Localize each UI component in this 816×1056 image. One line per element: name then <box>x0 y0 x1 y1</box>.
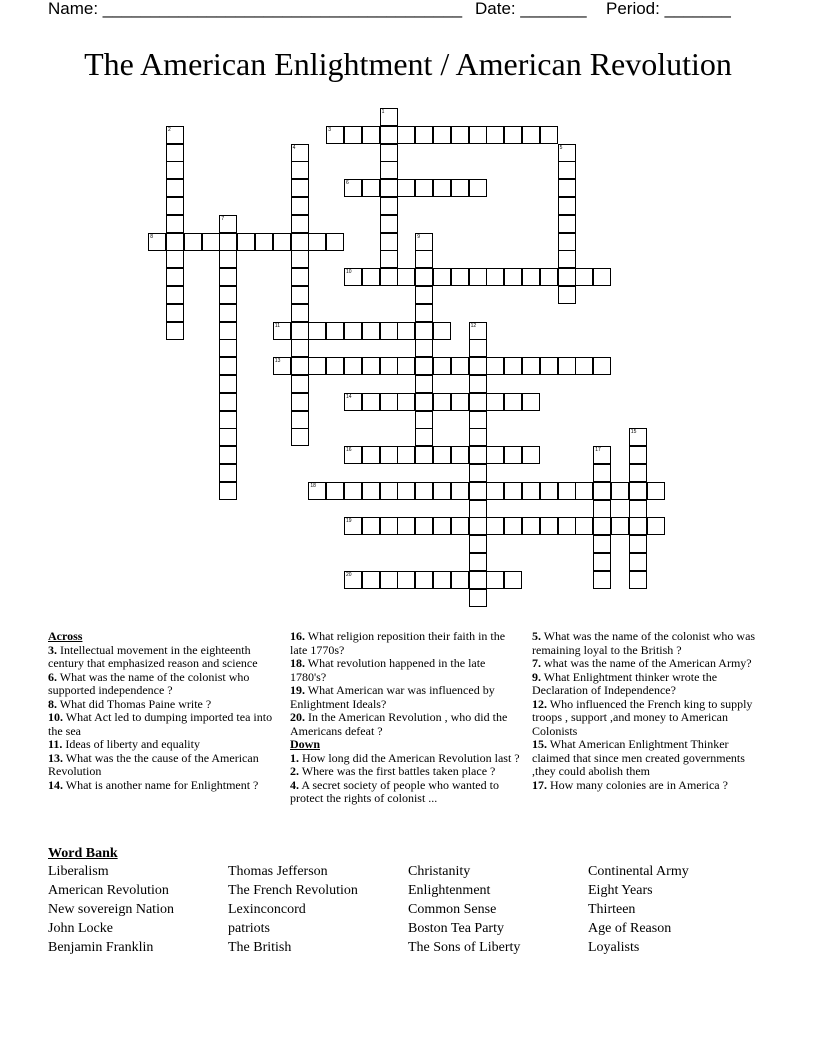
crossword-cell[interactable] <box>558 161 576 179</box>
crossword-cell[interactable] <box>433 357 451 375</box>
crossword-cell[interactable] <box>629 535 647 553</box>
crossword-cell[interactable] <box>415 268 433 286</box>
crossword-cell[interactable] <box>397 268 415 286</box>
across-clue: 3. Intellectual movement in the eighteenth century that emphasized reason and science <box>48 642 258 670</box>
crossword-cell[interactable] <box>291 322 309 340</box>
crossword-cell[interactable] <box>504 517 522 535</box>
crossword-cell[interactable] <box>291 357 309 375</box>
crossword-cell[interactable] <box>219 428 237 446</box>
crossword-cell[interactable] <box>540 517 558 535</box>
cell-number: 6 <box>346 180 349 187</box>
crossword-cell[interactable] <box>558 197 576 215</box>
crossword-cell[interactable] <box>451 446 469 464</box>
crossword-cell[interactable] <box>558 215 576 233</box>
crossword-cell[interactable] <box>415 286 433 304</box>
crossword-cell[interactable] <box>380 322 398 340</box>
crossword-cell[interactable] <box>362 571 380 589</box>
crossword-cell[interactable] <box>380 446 398 464</box>
crossword-cell[interactable] <box>647 482 665 500</box>
crossword-cell[interactable] <box>433 446 451 464</box>
crossword-cell[interactable] <box>486 393 504 411</box>
crossword-cell[interactable] <box>469 339 487 357</box>
crossword-cell[interactable] <box>469 535 487 553</box>
crossword-cell[interactable] <box>380 268 398 286</box>
crossword-cell[interactable] <box>219 339 237 357</box>
crossword-cell[interactable] <box>415 126 433 144</box>
crossword-cell[interactable] <box>397 393 415 411</box>
crossword-cell[interactable] <box>433 482 451 500</box>
crossword-cell[interactable] <box>291 428 309 446</box>
crossword-cell[interactable] <box>415 517 433 535</box>
crossword-cell[interactable] <box>166 161 184 179</box>
crossword-cell[interactable] <box>380 357 398 375</box>
crossword-cell[interactable] <box>166 322 184 340</box>
crossword-cell[interactable] <box>486 268 504 286</box>
crossword-cell[interactable] <box>291 179 309 197</box>
crossword-cell[interactable] <box>558 286 576 304</box>
crossword-cell[interactable] <box>166 179 184 197</box>
cell-number: 4 <box>292 144 296 151</box>
crossword-cell[interactable] <box>397 179 415 197</box>
crossword-cell[interactable] <box>362 126 380 144</box>
crossword-cell[interactable] <box>504 446 522 464</box>
crossword-cell[interactable] <box>166 215 184 233</box>
word-bank-item: The British <box>228 940 292 955</box>
crossword-cell[interactable] <box>326 233 344 251</box>
page-title: The American Enlightment / American Revolution <box>84 46 732 82</box>
crossword-cell[interactable] <box>593 517 611 535</box>
crossword-cell[interactable] <box>166 250 184 268</box>
crossword-cell[interactable] <box>593 482 611 500</box>
crossword-cell[interactable] <box>219 446 237 464</box>
crossword-cell[interactable] <box>629 446 647 464</box>
across-heading: Across <box>48 629 83 643</box>
crossword-cell[interactable] <box>344 357 362 375</box>
crossword-cell[interactable] <box>629 482 647 500</box>
crossword-cell[interactable] <box>380 250 398 268</box>
word-bank-item: John Locke <box>48 921 113 936</box>
crossword-cell[interactable] <box>504 268 522 286</box>
cell-number: 2 <box>168 126 171 133</box>
crossword-cell[interactable] <box>291 375 309 393</box>
crossword-cell[interactable] <box>326 322 344 340</box>
crossword-cell[interactable] <box>326 357 344 375</box>
crossword-cell[interactable] <box>415 250 433 268</box>
crossword-cell[interactable] <box>237 233 255 251</box>
crossword-cell[interactable] <box>504 393 522 411</box>
crossword-cell[interactable] <box>380 161 398 179</box>
crossword-cell[interactable] <box>451 126 469 144</box>
crossword-cell[interactable] <box>522 446 540 464</box>
crossword-cell[interactable] <box>593 500 611 518</box>
crossword-cell[interactable] <box>415 375 433 393</box>
crossword-cell[interactable] <box>291 339 309 357</box>
word-bank-item: Age of Reason <box>588 921 672 936</box>
cell-number: 8 <box>150 233 153 240</box>
crossword-cell[interactable] <box>469 464 487 482</box>
crossword-cell[interactable] <box>380 482 398 500</box>
cell-number: 14 <box>346 393 352 400</box>
crossword-cell[interactable] <box>380 179 398 197</box>
crossword-cell[interactable] <box>397 126 415 144</box>
cell-number: 13 <box>274 358 281 365</box>
crossword-cell[interactable] <box>451 393 469 411</box>
crossword-cell[interactable] <box>415 393 433 411</box>
crossword-cell[interactable] <box>362 268 380 286</box>
crossword-cell[interactable] <box>451 268 469 286</box>
crossword-cell[interactable] <box>380 144 398 162</box>
crossword-cell[interactable] <box>291 197 309 215</box>
cell-number: 16 <box>346 447 352 454</box>
crossword-cell[interactable] <box>380 126 398 144</box>
across-clue: 13. What was the the cause of the American Revolution <box>48 750 259 778</box>
crossword-cell[interactable] <box>291 286 309 304</box>
crossword-cell[interactable] <box>469 268 487 286</box>
crossword-cell[interactable] <box>593 268 611 286</box>
cell-number: 19 <box>346 518 352 525</box>
word-bank-item: Christanity <box>408 864 471 879</box>
word-bank-item: Loyalists <box>588 940 640 955</box>
word-bank-item: Thomas Jefferson <box>228 864 328 879</box>
across-clue: 20. In the American Revolution , who did the Americans defeat ? <box>290 710 508 738</box>
crossword-cell[interactable] <box>575 517 593 535</box>
crossword-cell[interactable] <box>486 517 504 535</box>
crossword-cell[interactable] <box>504 571 522 589</box>
across-clue: 19. What American war was influenced by Enlightment Ideals? <box>290 683 495 711</box>
crossword-cell[interactable] <box>166 268 184 286</box>
crossword-cell[interactable] <box>451 179 469 197</box>
crossword-cell[interactable] <box>397 482 415 500</box>
crossword-cell[interactable] <box>291 304 309 322</box>
crossword-cell[interactable] <box>326 482 344 500</box>
crossword-cell[interactable] <box>611 517 629 535</box>
down-clue: 7. what was the name of the American Army? <box>532 656 752 670</box>
crossword-cell[interactable] <box>486 126 504 144</box>
crossword-cell[interactable] <box>469 357 487 375</box>
crossword-cell[interactable] <box>415 357 433 375</box>
crossword-cell[interactable] <box>522 268 540 286</box>
crossword-cell[interactable] <box>486 446 504 464</box>
cell-number: 12 <box>470 322 477 329</box>
crossword-cell[interactable] <box>397 446 415 464</box>
crossword-cell[interactable] <box>219 411 237 429</box>
crossword-cell[interactable] <box>380 393 398 411</box>
crossword-cell[interactable] <box>397 322 415 340</box>
down-clue: 1. How long did the American Revolution last ? <box>290 750 520 765</box>
word-bank-item: Boston Tea Party <box>408 921 504 936</box>
crossword-cell[interactable] <box>469 500 487 518</box>
cell-number: 3 <box>328 126 331 133</box>
crossword-cell[interactable] <box>522 357 540 375</box>
crossword-cell[interactable] <box>540 126 558 144</box>
clues-column-3 <box>532 630 764 792</box>
crossword-cell[interactable] <box>558 268 576 286</box>
crossword-cell[interactable] <box>184 233 202 251</box>
crossword-cell[interactable] <box>219 482 237 500</box>
crossword-cell[interactable] <box>415 411 433 429</box>
crossword-cell[interactable] <box>504 357 522 375</box>
down-clue: 12. Who influenced the French king to supply troops , support ,and money to American Colonists <box>532 696 753 738</box>
across-clue: 14. What is another name for Enlightment ? <box>48 777 259 792</box>
crossword-cell[interactable] <box>273 233 291 251</box>
crossword-cell[interactable] <box>433 322 451 340</box>
cell-number: 15 <box>630 429 637 436</box>
crossword-cell[interactable] <box>219 304 237 322</box>
cell-number: 7 <box>221 215 225 222</box>
crossword-cell[interactable] <box>362 179 380 197</box>
crossword-cell[interactable] <box>540 357 558 375</box>
crossword-cell[interactable] <box>219 357 237 375</box>
crossword-cell[interactable] <box>451 571 469 589</box>
word-bank-item: American Revolution <box>48 883 169 898</box>
down-clue: 9. What Enlightment thinker wrote the Declaration of Independence? <box>532 669 718 697</box>
crossword-cell[interactable] <box>647 517 665 535</box>
crossword-cell[interactable] <box>593 464 611 482</box>
crossword-cell[interactable] <box>362 482 380 500</box>
crossword-cell[interactable] <box>469 428 487 446</box>
word-bank-item: Enlightenment <box>408 883 491 898</box>
crossword-cell[interactable] <box>469 126 487 144</box>
crossword-cell[interactable] <box>593 553 611 571</box>
down-clue: 5. What was the name of the colonist who was remaining loyal to the British ? <box>532 629 756 657</box>
crossword-cell[interactable] <box>522 126 540 144</box>
crossword-cell[interactable] <box>415 339 433 357</box>
down-clue: 17. How many colonies are in America ? <box>532 777 728 792</box>
crossword-cell[interactable] <box>433 179 451 197</box>
crossword-cell[interactable] <box>522 517 540 535</box>
crossword-cell[interactable] <box>433 268 451 286</box>
crossword-cell[interactable] <box>362 357 380 375</box>
crossword-cell[interactable] <box>291 411 309 429</box>
crossword-cell[interactable] <box>219 233 237 251</box>
crossword-cell[interactable] <box>451 357 469 375</box>
across-clue: 6. What was the name of the colonist who supported independence ? <box>48 669 250 697</box>
crossword-cell[interactable] <box>202 233 220 251</box>
word-bank-item: Benjamin Franklin <box>48 940 154 955</box>
crossword-cell[interactable] <box>291 215 309 233</box>
cell-number: 5 <box>559 144 563 151</box>
crossword-cell[interactable] <box>451 517 469 535</box>
crossword-cell[interactable] <box>344 126 362 144</box>
across-clue: 16. What religion reposition their faith in the late 1770s? <box>290 629 506 657</box>
crossword-cell[interactable] <box>166 304 184 322</box>
word-bank-item: patriots <box>228 921 270 936</box>
crossword-cell[interactable] <box>291 250 309 268</box>
crossword-cell[interactable] <box>380 233 398 251</box>
crossword-cell[interactable] <box>166 233 184 251</box>
crossword-cell[interactable] <box>593 571 611 589</box>
word-bank-heading: Word Bank <box>48 846 118 861</box>
crossword-cell[interactable] <box>219 393 237 411</box>
crossword-cell[interactable] <box>380 571 398 589</box>
word-bank-item: The French Revolution <box>228 883 358 898</box>
crossword-cell[interactable] <box>522 482 540 500</box>
crossword-cell[interactable] <box>575 482 593 500</box>
crossword-cell[interactable] <box>540 482 558 500</box>
crossword-cell[interactable] <box>469 589 487 607</box>
crossword-cell[interactable] <box>558 233 576 251</box>
crossword-cell[interactable] <box>433 393 451 411</box>
crossword-cell[interactable] <box>219 268 237 286</box>
crossword-cell[interactable] <box>504 126 522 144</box>
name-field-label[interactable]: Name: ______________________________________ <box>48 0 463 18</box>
crossword-cell[interactable] <box>558 250 576 268</box>
crossword-cell[interactable] <box>219 464 237 482</box>
crossword-cell[interactable] <box>362 322 380 340</box>
crossword-cell[interactable] <box>362 393 380 411</box>
crossword-cell[interactable] <box>522 393 540 411</box>
crossword-cell[interactable] <box>504 482 522 500</box>
crossword-cell[interactable] <box>486 482 504 500</box>
crossword-cell[interactable] <box>397 517 415 535</box>
cell-number: 17 <box>595 447 601 454</box>
across-clue: 8. What did Thomas Paine write ? <box>48 696 212 711</box>
across-clue: 10. What Act led to dumping imported tea into the sea <box>48 710 273 738</box>
crossword-cell[interactable] <box>308 357 326 375</box>
crossword-cell[interactable] <box>362 446 380 464</box>
crossword-cell[interactable] <box>397 571 415 589</box>
crossword-cell[interactable] <box>219 286 237 304</box>
crossword-cell[interactable] <box>291 268 309 286</box>
crossword-cell[interactable] <box>166 286 184 304</box>
crossword-cell[interactable] <box>469 393 487 411</box>
crossword-cell[interactable] <box>380 517 398 535</box>
across-clue: 11. Ideas of liberty and equality <box>48 737 200 751</box>
crossword-cell[interactable] <box>469 411 487 429</box>
crossword-cell[interactable] <box>611 482 629 500</box>
crossword-cell[interactable] <box>397 357 415 375</box>
word-bank-item: New sovereign Nation <box>48 902 174 917</box>
crossword-cell[interactable] <box>415 482 433 500</box>
crossword-cell[interactable] <box>558 517 576 535</box>
crossword-cell[interactable] <box>308 233 326 251</box>
word-bank-item: Common Sense <box>408 902 497 917</box>
crossword-cell[interactable] <box>540 268 558 286</box>
crossword-cell[interactable] <box>433 571 451 589</box>
crossword-cell[interactable] <box>575 357 593 375</box>
clues-column-2 <box>290 630 522 806</box>
crossword-cell[interactable] <box>593 535 611 553</box>
down-clue: 15. What American Enlightment Thinker claimed that since men created governments ,they could abolish them <box>532 737 745 778</box>
crossword-cell[interactable] <box>469 553 487 571</box>
crossword-cell[interactable] <box>166 144 184 162</box>
crossword-cell[interactable] <box>380 215 398 233</box>
crossword-cell[interactable] <box>166 197 184 215</box>
crossword-cell[interactable] <box>291 161 309 179</box>
crossword-cell[interactable] <box>433 517 451 535</box>
down-heading: Down <box>290 737 321 751</box>
crossword-cell[interactable] <box>219 322 237 340</box>
cell-number: 1 <box>381 109 385 115</box>
word-bank-item: Thirteen <box>588 902 636 917</box>
word-bank-item: Lexinconcord <box>228 902 306 917</box>
crossword-cell[interactable] <box>558 357 576 375</box>
crossword-cell[interactable] <box>629 464 647 482</box>
across-clue: 18. What revolution happened in the late 1780's? <box>290 656 486 684</box>
cell-number: 20 <box>346 571 352 578</box>
date-field-label[interactable]: Date: _______ <box>475 0 587 18</box>
crossword-cell[interactable] <box>469 375 487 393</box>
crossword-cell[interactable] <box>451 482 469 500</box>
crossword-cell[interactable] <box>291 233 309 251</box>
cell-number: 9 <box>417 233 420 240</box>
crossword-cell[interactable] <box>593 357 611 375</box>
crossword-cell[interactable] <box>380 197 398 215</box>
crossword-cell[interactable] <box>486 357 504 375</box>
crossword-cell[interactable] <box>219 250 237 268</box>
crossword-cell[interactable] <box>469 517 487 535</box>
crossword-cell[interactable] <box>469 571 487 589</box>
crossword-cell[interactable] <box>558 179 576 197</box>
crossword-cell[interactable] <box>415 179 433 197</box>
crossword-cell[interactable] <box>629 517 647 535</box>
crossword-cell[interactable] <box>558 482 576 500</box>
cell-number: 18 <box>310 482 316 489</box>
crossword-cell[interactable] <box>469 446 487 464</box>
crossword-cell[interactable] <box>469 482 487 500</box>
crossword-cell[interactable] <box>415 446 433 464</box>
down-clue: 2. Where was the first battles taken place ? <box>290 764 496 778</box>
crossword-cell[interactable] <box>469 179 487 197</box>
crossword-cell[interactable] <box>291 393 309 411</box>
crossword-cell[interactable] <box>486 571 504 589</box>
crossword-cell[interactable] <box>255 233 273 251</box>
crossword-cell[interactable] <box>575 268 593 286</box>
word-bank-item: Continental Army <box>588 864 689 879</box>
word-bank-item: The Sons of Liberty <box>408 940 521 955</box>
crossword-cell[interactable] <box>415 571 433 589</box>
crossword-cell[interactable] <box>415 428 433 446</box>
crossword-cell[interactable] <box>629 500 647 518</box>
crossword-cell[interactable] <box>433 126 451 144</box>
word-bank-item: Eight Years <box>588 883 653 898</box>
crossword-cell[interactable] <box>344 482 362 500</box>
cell-number: 11 <box>274 322 280 329</box>
crossword-cell[interactable] <box>362 517 380 535</box>
crossword-cell[interactable] <box>344 322 362 340</box>
down-clue: 4. A secret society of people who wanted to protect the rights of colonist ... <box>290 777 499 805</box>
word-bank-item: Liberalism <box>48 864 109 879</box>
crossword-cell[interactable] <box>415 304 433 322</box>
crossword-cell[interactable] <box>629 553 647 571</box>
cell-number: 10 <box>346 269 352 276</box>
period-field-label[interactable]: Period: _______ <box>606 0 731 18</box>
crossword-cell[interactable] <box>629 571 647 589</box>
crossword-cell[interactable] <box>415 322 433 340</box>
crossword-cell[interactable] <box>308 322 326 340</box>
clues-column-1 <box>48 630 280 792</box>
crossword-cell[interactable] <box>219 375 237 393</box>
